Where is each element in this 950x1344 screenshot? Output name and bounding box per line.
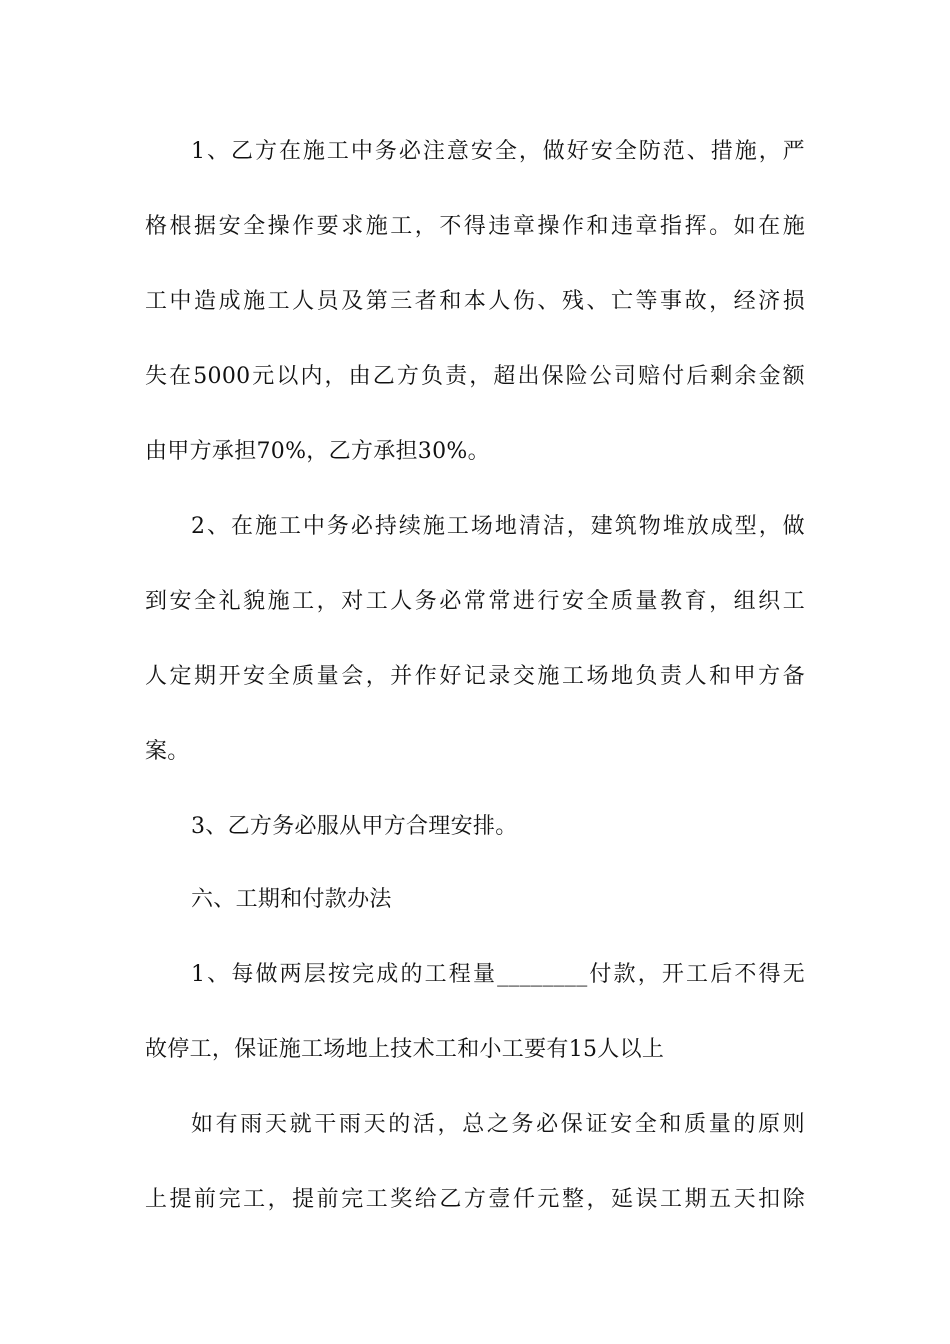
text-line: 人定期开安全质量会，并作好记录交施工场地负责人和甲方备 <box>145 664 805 689</box>
text-line: 格根据安全操作要求施工，不得违章操作和违章指挥。如在施 <box>145 214 805 239</box>
text-line: 故停工，保证施工场地上技术工和小工要有15人以上 <box>145 1037 665 1062</box>
text-line: 3、乙方务必服从甲方合理安排。 <box>191 814 518 839</box>
text-line: 工中造成施工人员及第三者和本人伤、残、亡等事故，经济损 <box>145 289 805 314</box>
text-line: 2、在施工中务必持续施工场地清洁，建筑物堆放成型，做 <box>191 514 805 539</box>
text-line: 由甲方承担70%，乙方承担30%。 <box>145 439 490 464</box>
text-line: 案。 <box>145 739 190 764</box>
text-line: 失在5000元以内，由乙方负责，超出保险公司赔付后剩余金额 <box>145 364 805 389</box>
text-line: 上提前完工，提前完工奖给乙方壹仟元整，延误工期五天扣除 <box>145 1187 805 1212</box>
text-line: 到安全礼貌施工，对工人务必常常进行安全质量教育，组织工 <box>145 589 805 614</box>
text-line: 1、每做两层按完成的工程量________付款，开工后不得无 <box>191 962 805 987</box>
text-line: 1、乙方在施工中务必注意安全，做好安全防范、措施，严 <box>191 139 805 164</box>
text-line: 如有雨天就干雨天的活，总之务必保证安全和质量的原则 <box>191 1112 805 1137</box>
section-heading: 六、工期和付款办法 <box>191 887 392 912</box>
